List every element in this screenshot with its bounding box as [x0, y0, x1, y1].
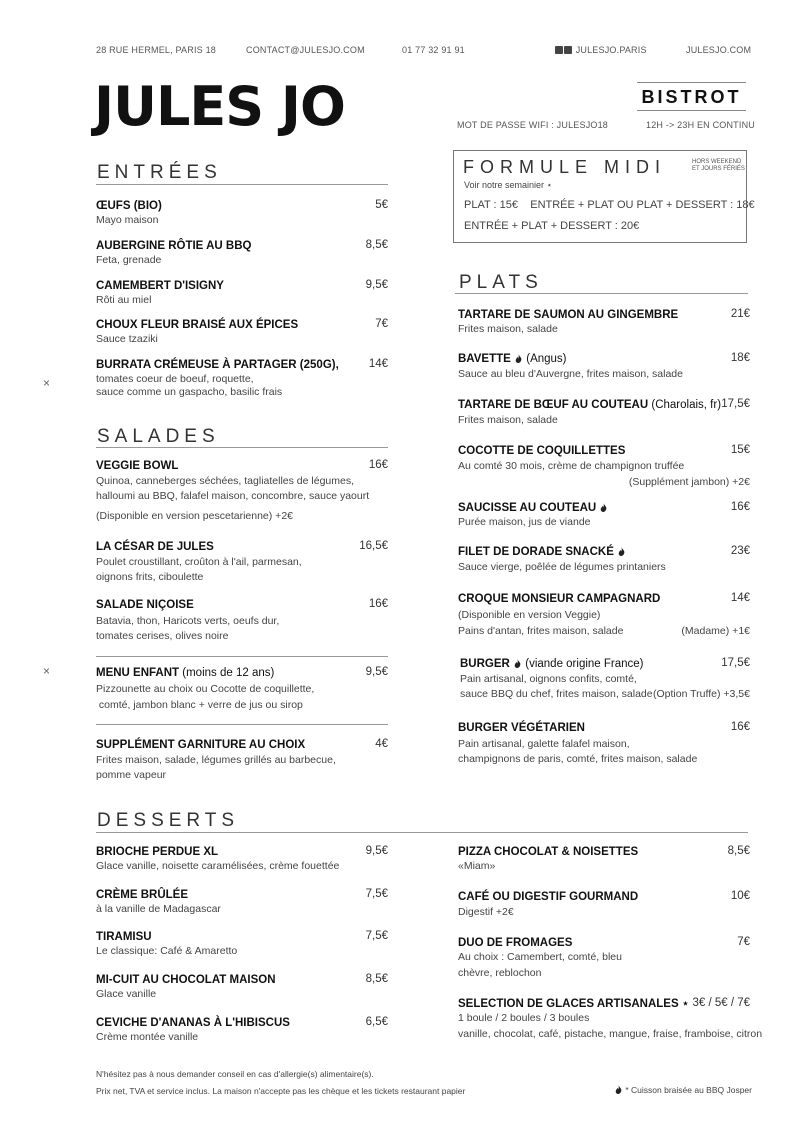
item-extra: (Madame) +1€ — [681, 625, 750, 637]
item-name: BURRATA CRÉMEUSE À PARTAGER (250G), — [96, 359, 339, 371]
item-name-text: MENU ENFANT — [96, 667, 180, 679]
item-price: 17,5€ — [721, 657, 750, 669]
fire-icon — [514, 354, 523, 363]
footer-allergy-note: N'hésitez pas à nous demander conseil en cas d'allergie(s) alimentaire(s). — [96, 1069, 374, 1079]
item-name: CEVICHE D'ANANAS À L'HIBISCUS — [96, 1017, 290, 1029]
item-name: BURGER VÉGÉTARIEN — [458, 722, 585, 734]
footer-legend-text: * Cuisson braisée au BBQ Josper — [625, 1085, 752, 1095]
item-name: TARTARE DE SAUMON AU GINGEMBRE — [458, 309, 679, 321]
item-desc: Purée maison, jus de viande — [458, 516, 591, 528]
item-price: 8,5€ — [365, 973, 388, 985]
item-price: 8,5€ — [365, 239, 388, 251]
divider — [96, 832, 748, 833]
item-desc: Sauce au bleu d'Auvergne, frites maison, salade — [458, 368, 683, 380]
social-handle[interactable] — [555, 45, 647, 55]
item-desc: Mayo maison — [96, 214, 159, 226]
item-name: ŒUFS (BIO) — [96, 200, 162, 212]
item-price: 18€ — [730, 352, 750, 364]
formule-sub: Voir notre semainier ⋆ — [464, 180, 553, 190]
item-price: 7,5€ — [365, 888, 388, 900]
item-desc: Feta, grenade — [96, 254, 162, 266]
item-name — [458, 501, 608, 515]
section-title-plats: PLATS — [459, 272, 543, 293]
item-desc: sauce comme un gaspacho, basilic frais — [96, 386, 283, 398]
item-desc: à la vanille de Madagascar — [96, 903, 221, 915]
item-price: 17,5€ — [721, 398, 750, 410]
fire-icon — [614, 1085, 623, 1094]
item-price: 7€ — [375, 318, 388, 330]
item-price: 14€ — [730, 592, 750, 604]
footer-price-note: Prix net, TVA et service inclus. La maison n'accepte pas les chèque et les tickets restaurant papier — [96, 1086, 466, 1096]
item-desc: «Miam» — [458, 860, 496, 872]
item-desc: Frites maison, salade — [458, 414, 558, 426]
close-mark: × — [43, 376, 51, 390]
formule-note — [692, 159, 745, 173]
divider — [96, 656, 388, 657]
item-name: AUBERGINE RÔTIE AU BBQ — [96, 240, 252, 252]
item-price: 16€ — [730, 721, 750, 733]
formule-note-line: ET JOURS FÉRIÉS — [692, 166, 745, 172]
item-price: 6,5€ — [365, 1016, 388, 1028]
divider — [637, 82, 746, 83]
divider — [96, 184, 388, 185]
item-name: MI-CUIT AU CHOCOLAT MAISON — [96, 974, 276, 986]
item-name: BRIOCHE PERDUE XL — [96, 846, 219, 858]
item-price: 5€ — [375, 199, 388, 211]
item-price: 10€ — [730, 890, 750, 902]
email[interactable]: CONTACT@JULESJO.COM — [246, 45, 365, 55]
item-name-text: TARTARE DE BŒUF AU COUTEAU — [458, 399, 649, 411]
item-name: CAMEMBERT D'ISIGNY — [96, 280, 224, 292]
wifi-password: MOT DE PASSE WIFI : JULESJO18 — [457, 120, 608, 130]
item-desc: pomme vapeur — [96, 769, 167, 781]
item-desc: halloumi au BBQ, falafel maison, concombre, sauce yaourt — [96, 490, 370, 502]
fire-icon — [599, 503, 608, 512]
item-price: 16€ — [368, 459, 388, 471]
item-price: 7,5€ — [365, 930, 388, 942]
item-price: 16,5€ — [359, 540, 388, 552]
item-desc: Frites maison, salade, légumes grillés au barbecue, — [96, 754, 336, 766]
item-name — [96, 666, 274, 680]
address: 28 RUE HERMEL, PARIS 18 — [96, 45, 216, 55]
item-note: (Charolais, fr) — [651, 399, 722, 411]
item-desc: Glace vanille, noisette caramélisées, crème fouettée — [96, 860, 340, 872]
item-desc: Crème montée vanille — [96, 1031, 199, 1043]
item-desc: tomates coeur de boeuf, roquette, — [96, 373, 254, 385]
item-price: 9,5€ — [365, 666, 388, 678]
divider — [96, 724, 388, 725]
item-desc: Sauce tzaziki — [96, 333, 158, 345]
close-mark: × — [43, 664, 51, 678]
item-desc: Frites maison, salade — [458, 323, 558, 335]
item-desc: Poulet croustillant, croûton à l'ail, parmesan, — [96, 556, 302, 568]
divider — [455, 293, 748, 294]
fire-icon — [513, 659, 522, 668]
item-desc: oignons frits, ciboulette — [96, 571, 204, 583]
formule-note-line: HORS WEEKEND — [692, 159, 742, 165]
item-desc: (Disponible en version Veggie) — [458, 609, 601, 621]
item-desc: sauce BBQ du chef, frites maison, salade — [460, 688, 653, 700]
section-title-salades: SALADES — [97, 426, 220, 447]
item-desc: champignons de paris, comté, frites maison, salade — [458, 753, 698, 765]
item-desc: Pains d'antan, frites maison, salade — [458, 625, 624, 637]
item-desc: Le classique: Café & Amaretto — [96, 945, 238, 957]
item-extra: (Supplément jambon) +2€ — [628, 476, 750, 488]
item-name: PIZZA CHOCOLAT & NOISETTES — [458, 846, 639, 858]
item-name — [458, 352, 567, 366]
item-price: 21€ — [730, 308, 750, 320]
item-name: LA CÉSAR DE JULES — [96, 541, 214, 553]
item-price: 16€ — [368, 598, 388, 610]
section-title-entrees: ENTRÉES — [97, 162, 222, 183]
item-price: 7€ — [737, 936, 750, 948]
social-text: JULESJO.PARIS — [575, 45, 647, 55]
item-name: SELECTION DE GLACES ARTISANALES ⋆ — [458, 998, 690, 1010]
item-name-text: BURGER — [460, 658, 510, 670]
item-desc: tomates cerises, olives noire — [96, 630, 229, 642]
divider — [637, 110, 746, 111]
item-desc: comté, jambon blanc + verre de jus ou sirop — [96, 699, 303, 711]
item-name: SUPPLÉMENT GARNITURE AU CHOIX — [96, 739, 306, 751]
item-name: TIRAMISU — [96, 931, 152, 943]
phone[interactable]: 01 77 32 91 91 — [402, 45, 465, 55]
item-desc: Quinoa, canneberges séchées, tagliatelles de légumes, — [96, 475, 354, 487]
item-extra: (Option Truffe) +3,5€ — [653, 688, 750, 700]
item-name: DUO DE FROMAGES — [458, 937, 573, 949]
facebook-icon — [564, 46, 572, 54]
item-name: CHOUX FLEUR BRAISÉ AUX ÉPICES — [96, 319, 299, 331]
item-desc: vanille, chocolat, café, pistache, mangue, fraise, framboise, citron — [458, 1028, 763, 1040]
item-price: 16€ — [730, 501, 750, 513]
section-title-desserts: DESSERTS — [97, 810, 240, 831]
item-desc: Pizzounette au choix ou Cocotte de coquillette, — [96, 683, 315, 695]
fire-icon — [617, 547, 626, 556]
item-desc: Pain artisanal, oignons confits, comté, — [460, 673, 637, 685]
item-price: 4€ — [375, 738, 388, 750]
instagram-icon — [555, 46, 563, 54]
divider — [96, 447, 388, 448]
item-name: CRÈME BRÛLÉE — [96, 889, 189, 901]
item-name: COCOTTE DE COQUILLETTES — [458, 445, 626, 457]
item-desc: Digestif +2€ — [458, 906, 514, 918]
item-desc: Rôti au miel — [96, 294, 152, 306]
item-price: 3€ / 5€ / 7€ — [692, 997, 750, 1009]
logo: JULES JO — [94, 75, 345, 138]
item-name: SALADE NIÇOISE — [96, 599, 194, 611]
formule-line: PLAT : 15€ ENTRÉE + PLAT OU PLAT + DESSERT : 18€ — [464, 199, 755, 211]
bistrot-tag: BISTROT — [641, 87, 742, 107]
item-desc: Glace vanille — [96, 988, 157, 1000]
opening-hours: 12H -> 23H EN CONTINU — [646, 120, 755, 130]
item-name: CAFÉ OU DIGESTIF GOURMAND — [458, 891, 639, 903]
item-price: 9,5€ — [365, 845, 388, 857]
item-desc: Au comté 30 mois, crème de champignon truffée — [458, 460, 685, 472]
formule-line: ENTRÉE + PLAT + DESSERT : 20€ — [464, 220, 640, 232]
item-desc: chèvre, reblochon — [458, 967, 542, 979]
item-desc: Pain artisanal, galette falafel maison, — [458, 738, 630, 750]
item-name: CROQUE MONSIEUR CAMPAGNARD — [458, 593, 661, 605]
item-desc: Batavia, thon, Haricots verts, oeufs dur, — [96, 615, 280, 627]
item-name: VEGGIE BOWL — [96, 460, 179, 472]
item-price: 14€ — [368, 358, 388, 370]
item-price: 23€ — [730, 545, 750, 557]
item-price: 15€ — [730, 444, 750, 456]
item-name — [458, 545, 626, 559]
item-desc: 1 boule / 2 boules / 3 boules — [458, 1012, 590, 1024]
item-name-text: FILET DE DORADE SNACKÉ — [458, 546, 614, 558]
item-name — [460, 657, 644, 671]
formule-title: FORMULE MIDI — [463, 157, 667, 177]
website[interactable]: JULESJO.COM — [686, 45, 752, 55]
item-price: 9,5€ — [365, 279, 388, 291]
item-note: (Angus) — [526, 353, 567, 365]
item-note: (viande origine France) — [525, 658, 644, 670]
item-name-text: BAVETTE — [458, 353, 511, 365]
item-price: 8,5€ — [727, 845, 750, 857]
item-note: (moins de 12 ans) — [182, 667, 275, 679]
item-desc: Au choix : Camembert, comté, bleu — [458, 951, 622, 963]
item-desc: (Disponible en version pescetarienne) +2€ — [96, 510, 293, 522]
item-name-text: SAUCISSE AU COUTEAU — [458, 502, 597, 514]
item-desc: Sauce vierge, poêlée de légumes printaniers — [458, 561, 666, 573]
footer-legend — [614, 1085, 752, 1095]
